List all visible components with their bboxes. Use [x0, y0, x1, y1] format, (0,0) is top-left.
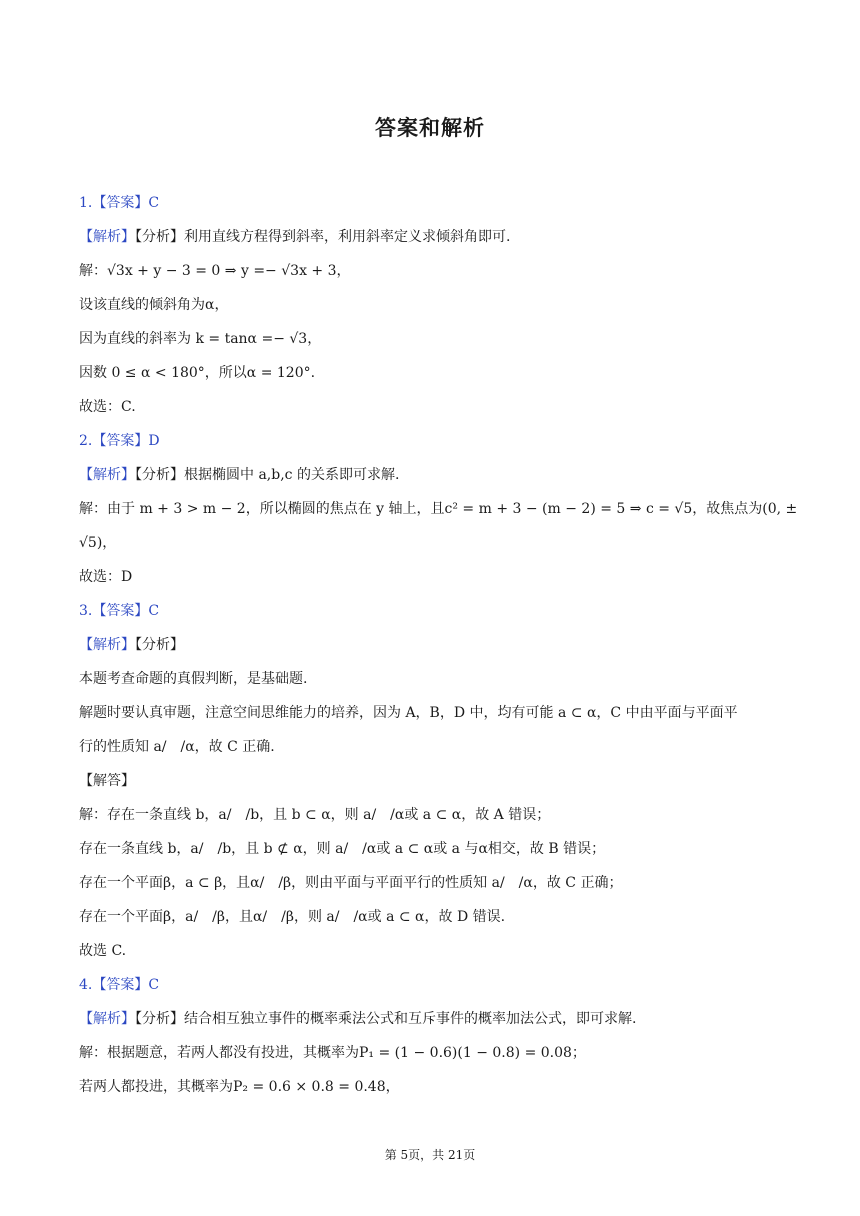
q2-answer-heading: 2.【答案】D: [79, 433, 160, 449]
q4-answer-heading: 4.【答案】C: [79, 977, 160, 993]
q4-analysis-text: 【分析】结合相互独立事件的概率乘法公式和互斥事件的概率加法公式，即可求解.: [135, 1011, 637, 1027]
q4-analysis-tag: 【解析】: [79, 1011, 135, 1027]
q3-answer-tag: 【解答】: [79, 773, 135, 789]
q2-analysis: [79, 458, 784, 492]
q1-analysis-tag: 【解析】: [79, 229, 135, 245]
q1-solution-line-3: 因为直线的斜率为 k = tanα =− √3，: [79, 331, 322, 347]
q3-solution-line-2: 存在一条直线 b，a/ /b，且 b ⊄ α，则 a/ /α或 a ⊂ α或 a 与α相交，故 B 错误；: [79, 841, 606, 857]
q1-solution-line-1: 解：√3x + y − 3 = 0 ⇒ y =− √3x + 3，: [79, 263, 351, 279]
q1-answer-heading: 1.【答案】C: [79, 195, 160, 211]
q2-choice: 故选：D: [79, 569, 133, 585]
q1-analysis: [79, 220, 784, 254]
q1-solution-line-2: 设该直线的倾斜角为α，: [79, 297, 229, 313]
q4-solution-line-1: 解：根据题意，若两人都没有投进，其概率为P₁ = (1 − 0.6)(1 − 0.8) = 0.08；: [79, 1045, 586, 1061]
q3-text-line-2: 解题时要认真审题，注意空间思维能力的培养，因为 A，B，D 中，均有可能 a ⊂ α，C 中由平面与平面平: [79, 705, 738, 721]
q3-analysis-text: 【分析】: [135, 637, 184, 653]
q1-choice: 故选：C.: [79, 399, 136, 415]
page-title: 答案和解析: [375, 116, 485, 140]
q2-analysis-text: 【分析】根据椭圆中 a,b,c 的关系即可求解.: [135, 467, 400, 483]
q3-analysis: [79, 628, 784, 662]
q3-solution-line-1: 解：存在一条直线 b，a/ /b，且 b ⊂ α，则 a/ /α或 a ⊂ α，故 A 错误；: [79, 807, 551, 823]
q2-solution-line-1: 解：由于 m + 3 > m − 2，所以椭圆的焦点在 y 轴上，且c² = m + 3 − (m − 2) = 5 ⇒ c = √5，故焦点为(0, ±: [79, 501, 798, 517]
q1-analysis-text: 【分析】利用直线方程得到斜率，利用斜率定义求倾斜角即可.: [135, 229, 511, 245]
q3-analysis-tag: 【解析】: [79, 637, 135, 653]
q1-solution-line-4: 因数 0 ≤ α < 180°，所以α = 120°.: [79, 365, 316, 381]
q4-analysis: [79, 1002, 784, 1036]
q4-solution-line-2: 若两人都投进，其概率为P₂ = 0.6 × 0.8 = 0.48，: [79, 1079, 400, 1095]
q3-text-line-1: 本题考查命题的真假判断，是基础题.: [79, 671, 308, 687]
page-number-footer: 第 5页，共 21页: [384, 1148, 476, 1162]
answer-content: [79, 186, 798, 1104]
q3-text-line-3: 行的性质知 a/ /α，故 C 正确.: [79, 739, 275, 755]
q3-solution-line-4: 存在一个平面β，a/ /β，且α/ /β，则 a/ /α或 a ⊂ α，故 D 错误.: [79, 909, 506, 925]
q2-analysis-tag: 【解析】: [79, 467, 135, 483]
q3-answer-heading: 3.【答案】C: [79, 603, 160, 619]
q3-solution-line-3: 存在一个平面β，a ⊂ β，且α/ /β，则由平面与平面平行的性质知 a/ /α，故 C 正确；: [79, 875, 623, 891]
q3-choice: 故选 C.: [79, 943, 127, 959]
q2-solution-line-2: √5)，: [79, 535, 117, 551]
